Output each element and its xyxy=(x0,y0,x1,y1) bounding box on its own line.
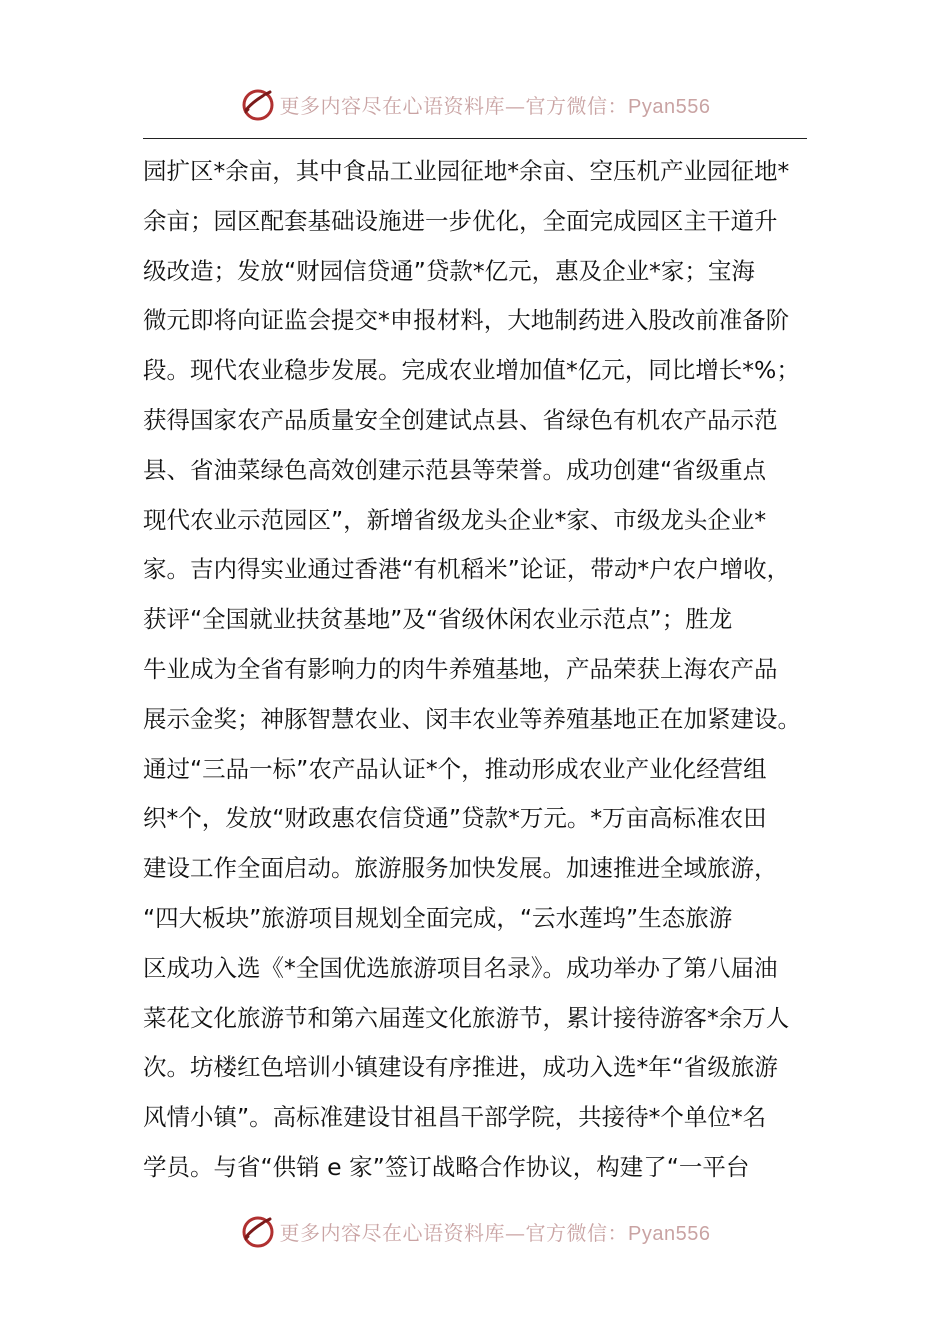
text-line: 建设工作全面启动。旅游服务加快发展。加速推进全域旅游， xyxy=(143,854,778,883)
text-line: 学员。与省“供销 e 家”签订战略合作协议，构建了“一平台 xyxy=(143,1152,750,1181)
text-line: 获得国家农产品质量安全创建试点县、省绿色有机农产品示范 xyxy=(143,405,778,434)
text-line: 获评“全国就业扶贫基地”及“省级休闲农业示范点”；胜龙 xyxy=(143,605,733,634)
text-line: 家。吉内得实业通过香港“有机稻米”论证，带动*户农户增收， xyxy=(143,555,791,584)
text-line: 现代农业示范园区”，新增省级龙头企业*家、市级龙头企业* xyxy=(143,505,767,534)
header-account: Pyan556 xyxy=(628,95,711,118)
text-line: 段。现代农业稳步发展。完成农业增加值*亿元，同比增长*%； xyxy=(143,356,800,385)
text-line: 园扩区*余亩，其中食品工业园征地*余亩、空压机产业园征地* xyxy=(143,157,790,185)
text-line: 级改造；发放“财园信贷通”贷款*亿元，惠及企业*家；宝海 xyxy=(143,256,755,285)
text-line: 微元即将向证监会提交*申报材料，大地制药进入股改前准备阶 xyxy=(143,306,790,335)
footer-account: Pyan556 xyxy=(628,1222,711,1245)
text-line: 次。坊楼红色培训小镇建设有序推进，成功入选*年“省级旅游 xyxy=(143,1053,778,1082)
document-body xyxy=(143,147,807,1193)
text-line: 风情小镇”。高标准建设甘祖昌干部学院，共接待*个单位*名 xyxy=(143,1103,767,1132)
pen-logo-icon xyxy=(240,86,276,122)
text-line: 区成功入选《*全国优选旅游项目名录》。成功举办了第八届油 xyxy=(143,953,778,982)
pen-logo-icon xyxy=(240,1213,276,1249)
text-line: 县、省油菜绿色高效创建示范县等荣誉。成功创建“省级重点 xyxy=(143,455,767,484)
text-line: “四大板块”旅游项目规划全面完成，“云水莲坞”生态旅游 xyxy=(143,903,733,932)
footer-watermark-text: 更多内容尽在心语资料库—官方微信：Pyan556 xyxy=(279,1220,711,1245)
text-line: 牛业成为全省有影响力的肉牛养殖基地，产品荣获上海农产品 xyxy=(143,654,778,683)
footer-watermark xyxy=(0,1209,950,1253)
text-line: 菜花文化旅游节和第六届莲文化旅游节，累计接待游客*余万人 xyxy=(143,1003,790,1032)
text-line: 余亩；园区配套基础设施进一步优化，全面完成园区主干道升 xyxy=(143,206,778,235)
text-line: 展示金奖；神豚智慧农业、闵丰农业等养殖基地正在加紧建设。 xyxy=(143,704,801,733)
text-line: 通过“三品一标”农产品认证*个，推动形成农业产业化经营组 xyxy=(143,754,767,783)
header-watermark-text: 更多内容尽在心语资料库—官方微信：Pyan556 xyxy=(279,93,711,118)
text-line: 织*个，发放“财政惠农信贷通”贷款*万元。*万亩高标准农田 xyxy=(143,804,767,833)
header-divider xyxy=(143,138,807,139)
header-watermark xyxy=(0,82,950,126)
